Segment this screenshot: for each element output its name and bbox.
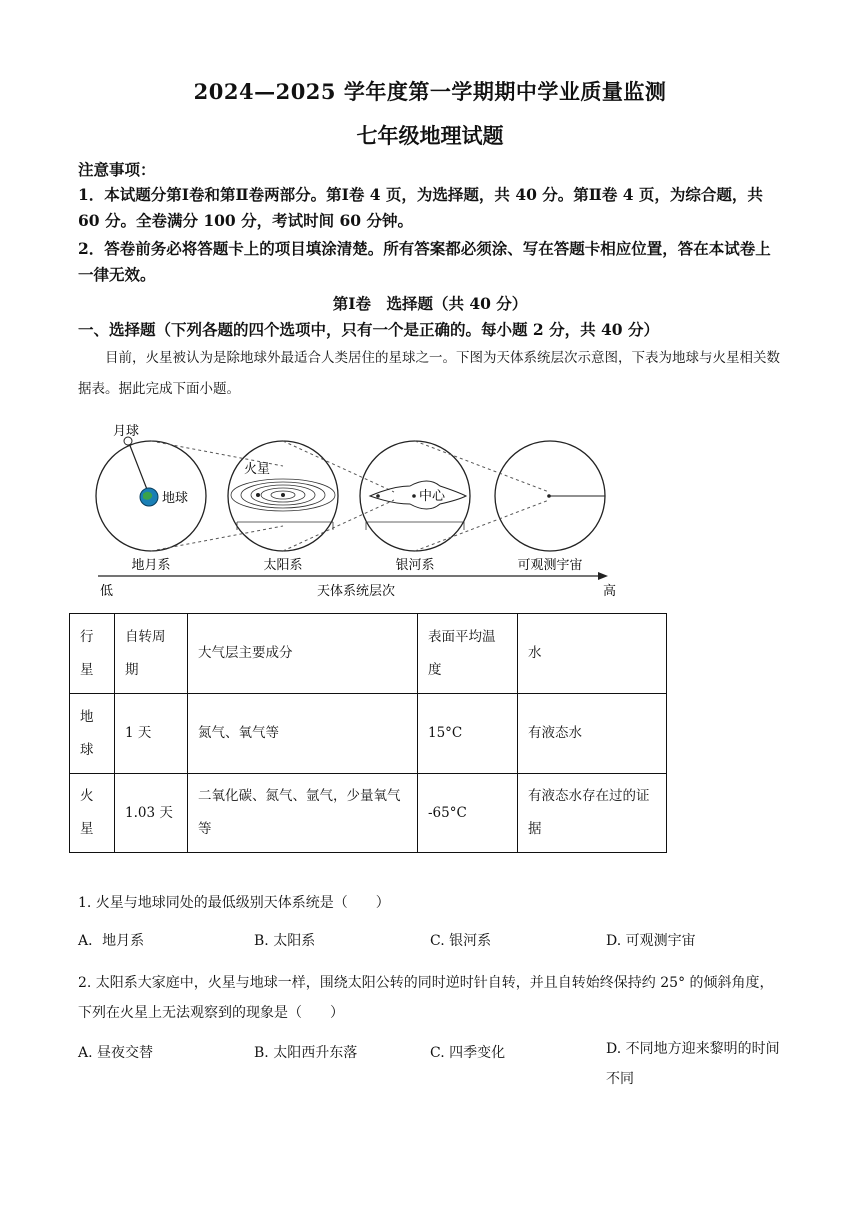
notes-heading: 注意事项： <box>78 160 156 179</box>
section-title: 第Ⅰ卷 选择题（共 40 分） <box>332 294 528 313</box>
question-1-option-b[interactable]: B. 太阳系 <box>254 933 316 949</box>
note-item-1: 1．本试题分第Ⅰ卷和第Ⅱ卷两部分。第Ⅰ卷 4 页，为选择题，共 40 分。第Ⅱ卷 4 页，为综合题，共 60 分。全卷满分 100 分，考试时间 60 分钟。 <box>78 185 763 230</box>
cell-atmosphere: 二氧化碳、氮气、氩气，少量氧气等 <box>188 774 418 853</box>
exam-subtitle: 七年级地理试题 <box>356 123 504 148</box>
high-label: 高 <box>603 584 617 599</box>
galaxy-shape <box>370 481 466 509</box>
cell-water: 有液态水存在过的证据 <box>518 774 667 853</box>
low-label: 低 <box>100 584 114 599</box>
cell-rotation: 1.03 天 <box>115 774 188 853</box>
question-1-option-a[interactable]: A．地月系 <box>78 933 145 949</box>
question-1-stem: 1. 火星与地球同处的最低级别天体系统是（ ） <box>78 895 390 911</box>
label-solar-system: 太阳系 <box>263 558 303 573</box>
planet-data-table <box>69 613 667 853</box>
cell-rotation: 1 天 <box>115 694 188 774</box>
mars-dot <box>256 493 260 497</box>
note-item-2: 2．答卷前务必将答题卡上的项目填涂清楚。所有答案都必须涂、写在答题卡相应位置，答在本试卷上一律无效。 <box>78 239 771 284</box>
question-2-option-a[interactable]: A. 昼夜交替 <box>78 1045 154 1061</box>
question-group-heading: 一、选择题（下列各题的四个选项中，只有一个是正确的。每小题 2 分，共 40 分） <box>78 320 659 339</box>
label-earth-moon-system: 地月系 <box>131 558 171 573</box>
table-row <box>70 694 667 774</box>
label-milky-way: 银河系 <box>395 558 435 573</box>
table-header-row <box>70 614 667 694</box>
header-rotation: 自转周期 <box>115 614 188 694</box>
cell-temperature: 15°C <box>418 694 518 774</box>
question-2-option-d[interactable]: D. 不同地方迎来黎明的时间不同 <box>606 1041 780 1087</box>
question-2-stem: 2. 太阳系大家庭中，火星与地球一样，围绕太阳公转的同时逆时针自转，并且自转始终保持约 25° 的倾斜角度，下列在火星上无法观察到的现象是（ ） <box>78 975 774 1021</box>
question-1-option-d[interactable]: D. 可观测宇宙 <box>606 933 696 949</box>
question-2-option-c[interactable]: C. 四季变化 <box>430 1045 506 1061</box>
exam-title: 2024—2025 学年度第一学期期中学业质量监测 <box>193 79 667 104</box>
question-1-option-c[interactable]: C. 银河系 <box>430 933 492 949</box>
header-planet: 行星 <box>70 614 115 694</box>
cell-water: 有液态水 <box>518 694 667 774</box>
zoom-connectors <box>151 441 549 551</box>
table-row <box>70 774 667 853</box>
header-water: 水 <box>518 614 667 694</box>
cell-planet: 火星 <box>70 774 115 853</box>
cell-atmosphere: 氮气、氧气等 <box>188 694 418 774</box>
mars-label: 火星 <box>244 462 271 477</box>
hierarchy-axis-label: 天体系统层次 <box>316 584 396 599</box>
header-atmosphere: 大气层主要成分 <box>188 614 418 694</box>
moon-label: 月球 <box>113 424 140 439</box>
question-2-option-b[interactable]: B. 太阳西升东落 <box>254 1045 358 1061</box>
earth-label: 地球 <box>162 491 189 506</box>
cell-planet: 地球 <box>70 694 115 774</box>
celestial-system-diagram <box>88 418 628 604</box>
galaxy-center-label: 中心 <box>419 489 446 504</box>
intro-paragraph: 目前，火星被认为是除地球外最适合人类居住的星球之一。下图为天体系统层次示意图，下表为地球与火星相关数据表。据此完成下面小题。 <box>78 350 780 397</box>
header-temperature: 表面平均温度 <box>418 614 518 694</box>
cell-temperature: -65°C <box>418 774 518 853</box>
label-observable-universe: 可观测宇宙 <box>517 558 583 573</box>
